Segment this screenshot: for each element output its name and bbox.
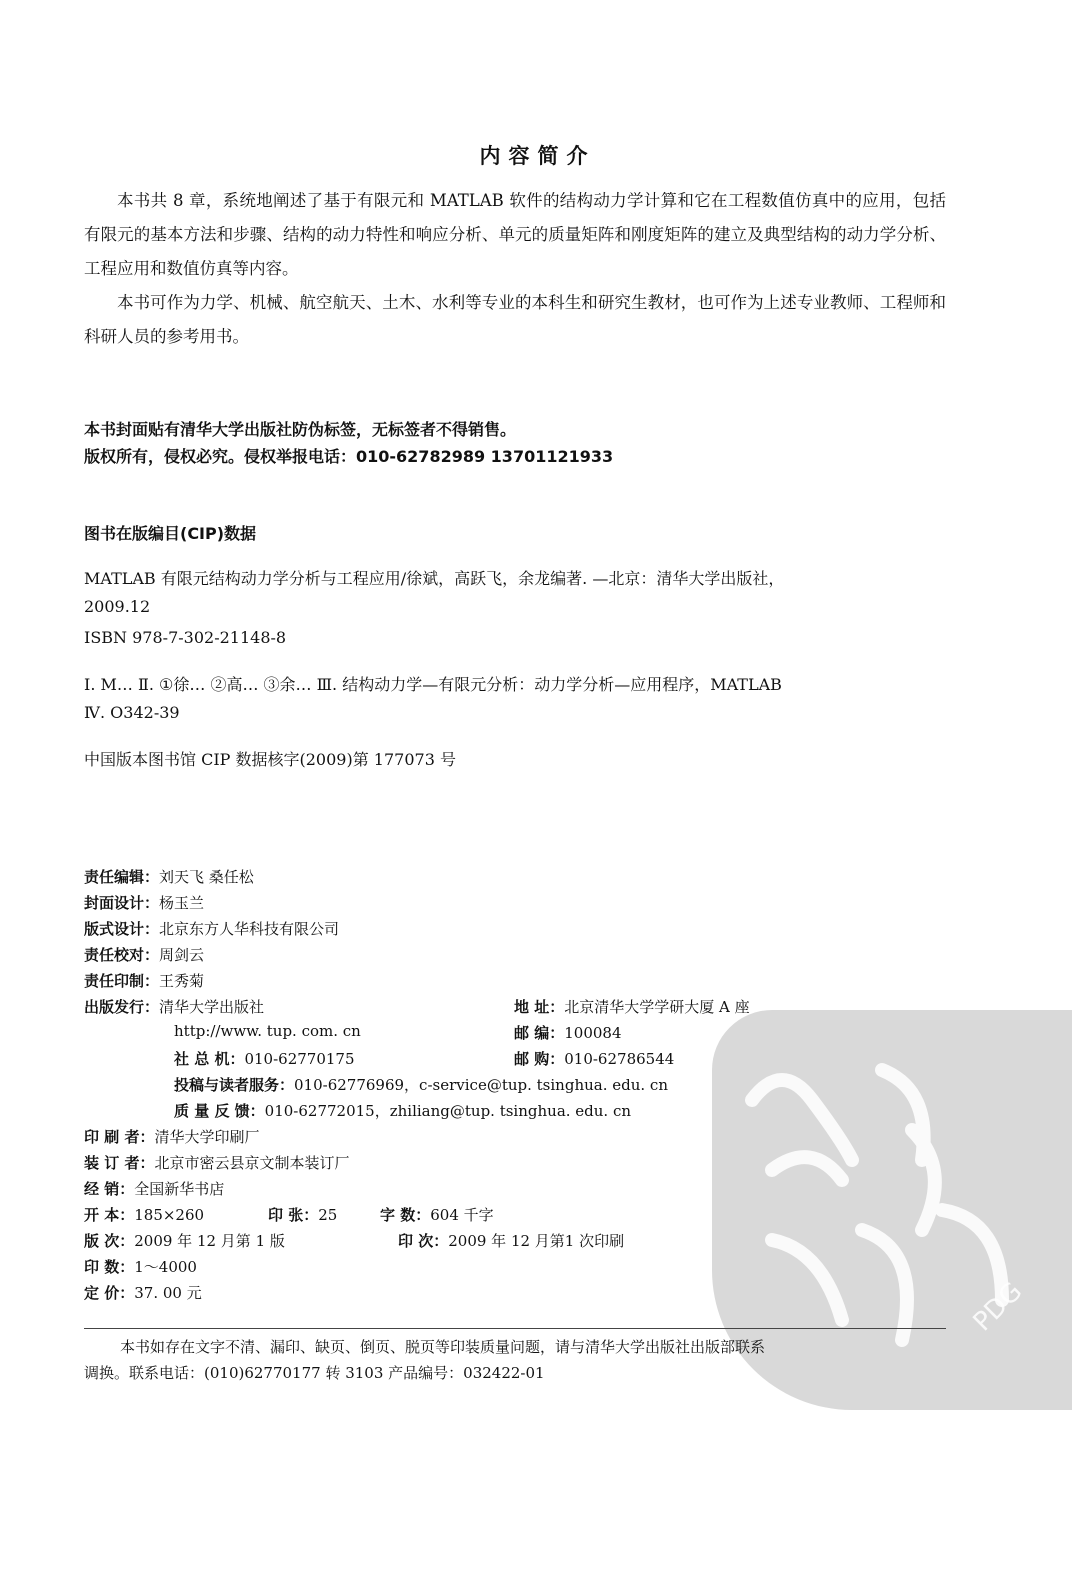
page-title: 内容简介: [479, 144, 596, 168]
layout-design-label: 版式设计：: [84, 920, 160, 938]
stamp-watermark: [712, 1010, 1072, 1410]
anti-counterfeit-notice: 本书封面贴有清华大学出版社防伪标签，无标签者不得销售。: [84, 420, 517, 439]
edition-value: 2009 年 12 月第 1 版: [134, 1232, 285, 1250]
format-value: 185×260: [134, 1206, 205, 1224]
print-supervisor-label: 责任印制：: [84, 972, 160, 990]
price-value: 37. 00 元: [134, 1284, 202, 1302]
editor-label: 责任编辑：: [84, 868, 160, 886]
distributor-label: 经 销：: [84, 1180, 135, 1198]
cip-record-number: 中国版本图书馆 CIP 数据核字(2009)第 177073 号: [84, 750, 456, 769]
copies-value: 1～4000: [134, 1258, 197, 1276]
seal-icon: [712, 1010, 1072, 1410]
print-supervisor-value: 王秀菊: [159, 972, 205, 990]
edition-label: 版 次：: [84, 1232, 135, 1250]
quality-feedback-value: 010-62772015，zhiliang@tup. tsinghua. edu. cn: [264, 1102, 632, 1120]
mail-order-value: 010-62786544: [564, 1050, 675, 1068]
address-label: 地 址：: [514, 998, 565, 1016]
cip-entry-line-2: 2009.12: [84, 597, 151, 616]
format-label: 开 本：: [84, 1206, 135, 1224]
cip-heading: 图书在版编目(CIP)数据: [84, 524, 257, 543]
footer-quality-notice: 本书如存在文字不清、漏印、缺页、倒页、脱页等印装质量问题，请与清华大学出版社出版部联系: [120, 1338, 766, 1356]
sheets-label: 印 张：: [268, 1206, 319, 1224]
layout-design-value: 北京东方人华科技有限公司: [159, 920, 340, 938]
cip-classification-1: Ⅰ. M… Ⅱ. ①徐… ②高… ③余… Ⅲ. 结构动力学—有限元分析：动力学分析—应用程序，MATLAB: [84, 675, 782, 694]
copyright-notice: 版权所有，侵权必究。侵权举报电话：010-62782989 13701121933: [84, 447, 614, 466]
distributor-value: 全国新华书店: [134, 1180, 225, 1198]
cover-design-label: 封面设计：: [84, 894, 160, 912]
intro-paragraph-1: 本书共 8 章，系统地阐述了基于有限元和 MATLAB 软件的结构动力学计算和它在工程数值仿真中的应用，包括有限元的基本方法和步骤、结构的动力特性和响应分析、单元的质量矩阵和刚度矩阵的建立及典型结构的动力学分析、工程应用和数值仿真等内容。: [84, 191, 946, 278]
switchboard-label: 社 总 机：: [174, 1050, 245, 1068]
reader-service-value: 010-62776969，c-service@tup. tsinghua. edu. cn: [294, 1076, 668, 1094]
switchboard-value: 010-62770175: [244, 1050, 355, 1068]
footer-contact-line: 调换。联系电话：(010)62770177 转 3103 产品编号：032422-01: [84, 1364, 545, 1382]
sheets-value: 25: [318, 1206, 338, 1224]
intro-paragraph-2: 本书可作为力学、机械、航空航天、土木、水利等专业的本科生和研究生教材，也可作为上述专业教师、工程师和科研人员的参考用书。: [84, 293, 946, 346]
cip-isbn: ISBN 978-7-302-21148-8: [84, 628, 287, 647]
postcode-value: 100084: [564, 1024, 622, 1042]
reader-service-label: 投稿与读者服务：: [174, 1076, 295, 1094]
impression-value: 2009 年 12 月第1 次印刷: [448, 1232, 625, 1250]
price-label: 定 价：: [84, 1284, 135, 1302]
word-count-label: 字 数：: [380, 1206, 431, 1224]
cip-classification-2: Ⅳ. O342-39: [84, 703, 180, 722]
proofreader-label: 责任校对：: [84, 946, 160, 964]
binder-value: 北京市密云县京文制本装订厂: [154, 1154, 350, 1172]
publisher-value: 清华大学出版社: [159, 998, 265, 1016]
binder-label: 装 订 者：: [84, 1154, 155, 1172]
cip-entry-line-1: MATLAB 有限元结构动力学分析与工程应用/徐斌，高跃飞，余龙编著. —北京：清华大学出版社，: [84, 569, 785, 588]
publisher-label: 出版发行：: [84, 998, 160, 1016]
impression-label: 印 次：: [398, 1232, 449, 1250]
copies-label: 印 数：: [84, 1258, 135, 1276]
editor-value: 刘天飞 桑任松: [159, 868, 254, 886]
footer-divider: [84, 1328, 946, 1329]
watermark-text: PDG: [967, 1276, 1029, 1338]
postcode-label: 邮 编：: [514, 1024, 565, 1042]
mail-order-label: 邮 购：: [514, 1050, 565, 1068]
quality-feedback-label: 质 量 反 馈：: [174, 1102, 265, 1120]
printer-label: 印 刷 者：: [84, 1128, 155, 1146]
word-count-value: 604 千字: [430, 1206, 494, 1224]
cover-design-value: 杨玉兰: [159, 894, 205, 912]
publisher-url: http://www. tup. com. cn: [174, 1022, 361, 1040]
proofreader-value: 周剑云: [159, 946, 205, 964]
address-value: 北京清华大学学研大厦 A 座: [564, 998, 750, 1016]
printer-value: 清华大学印刷厂: [154, 1128, 260, 1146]
